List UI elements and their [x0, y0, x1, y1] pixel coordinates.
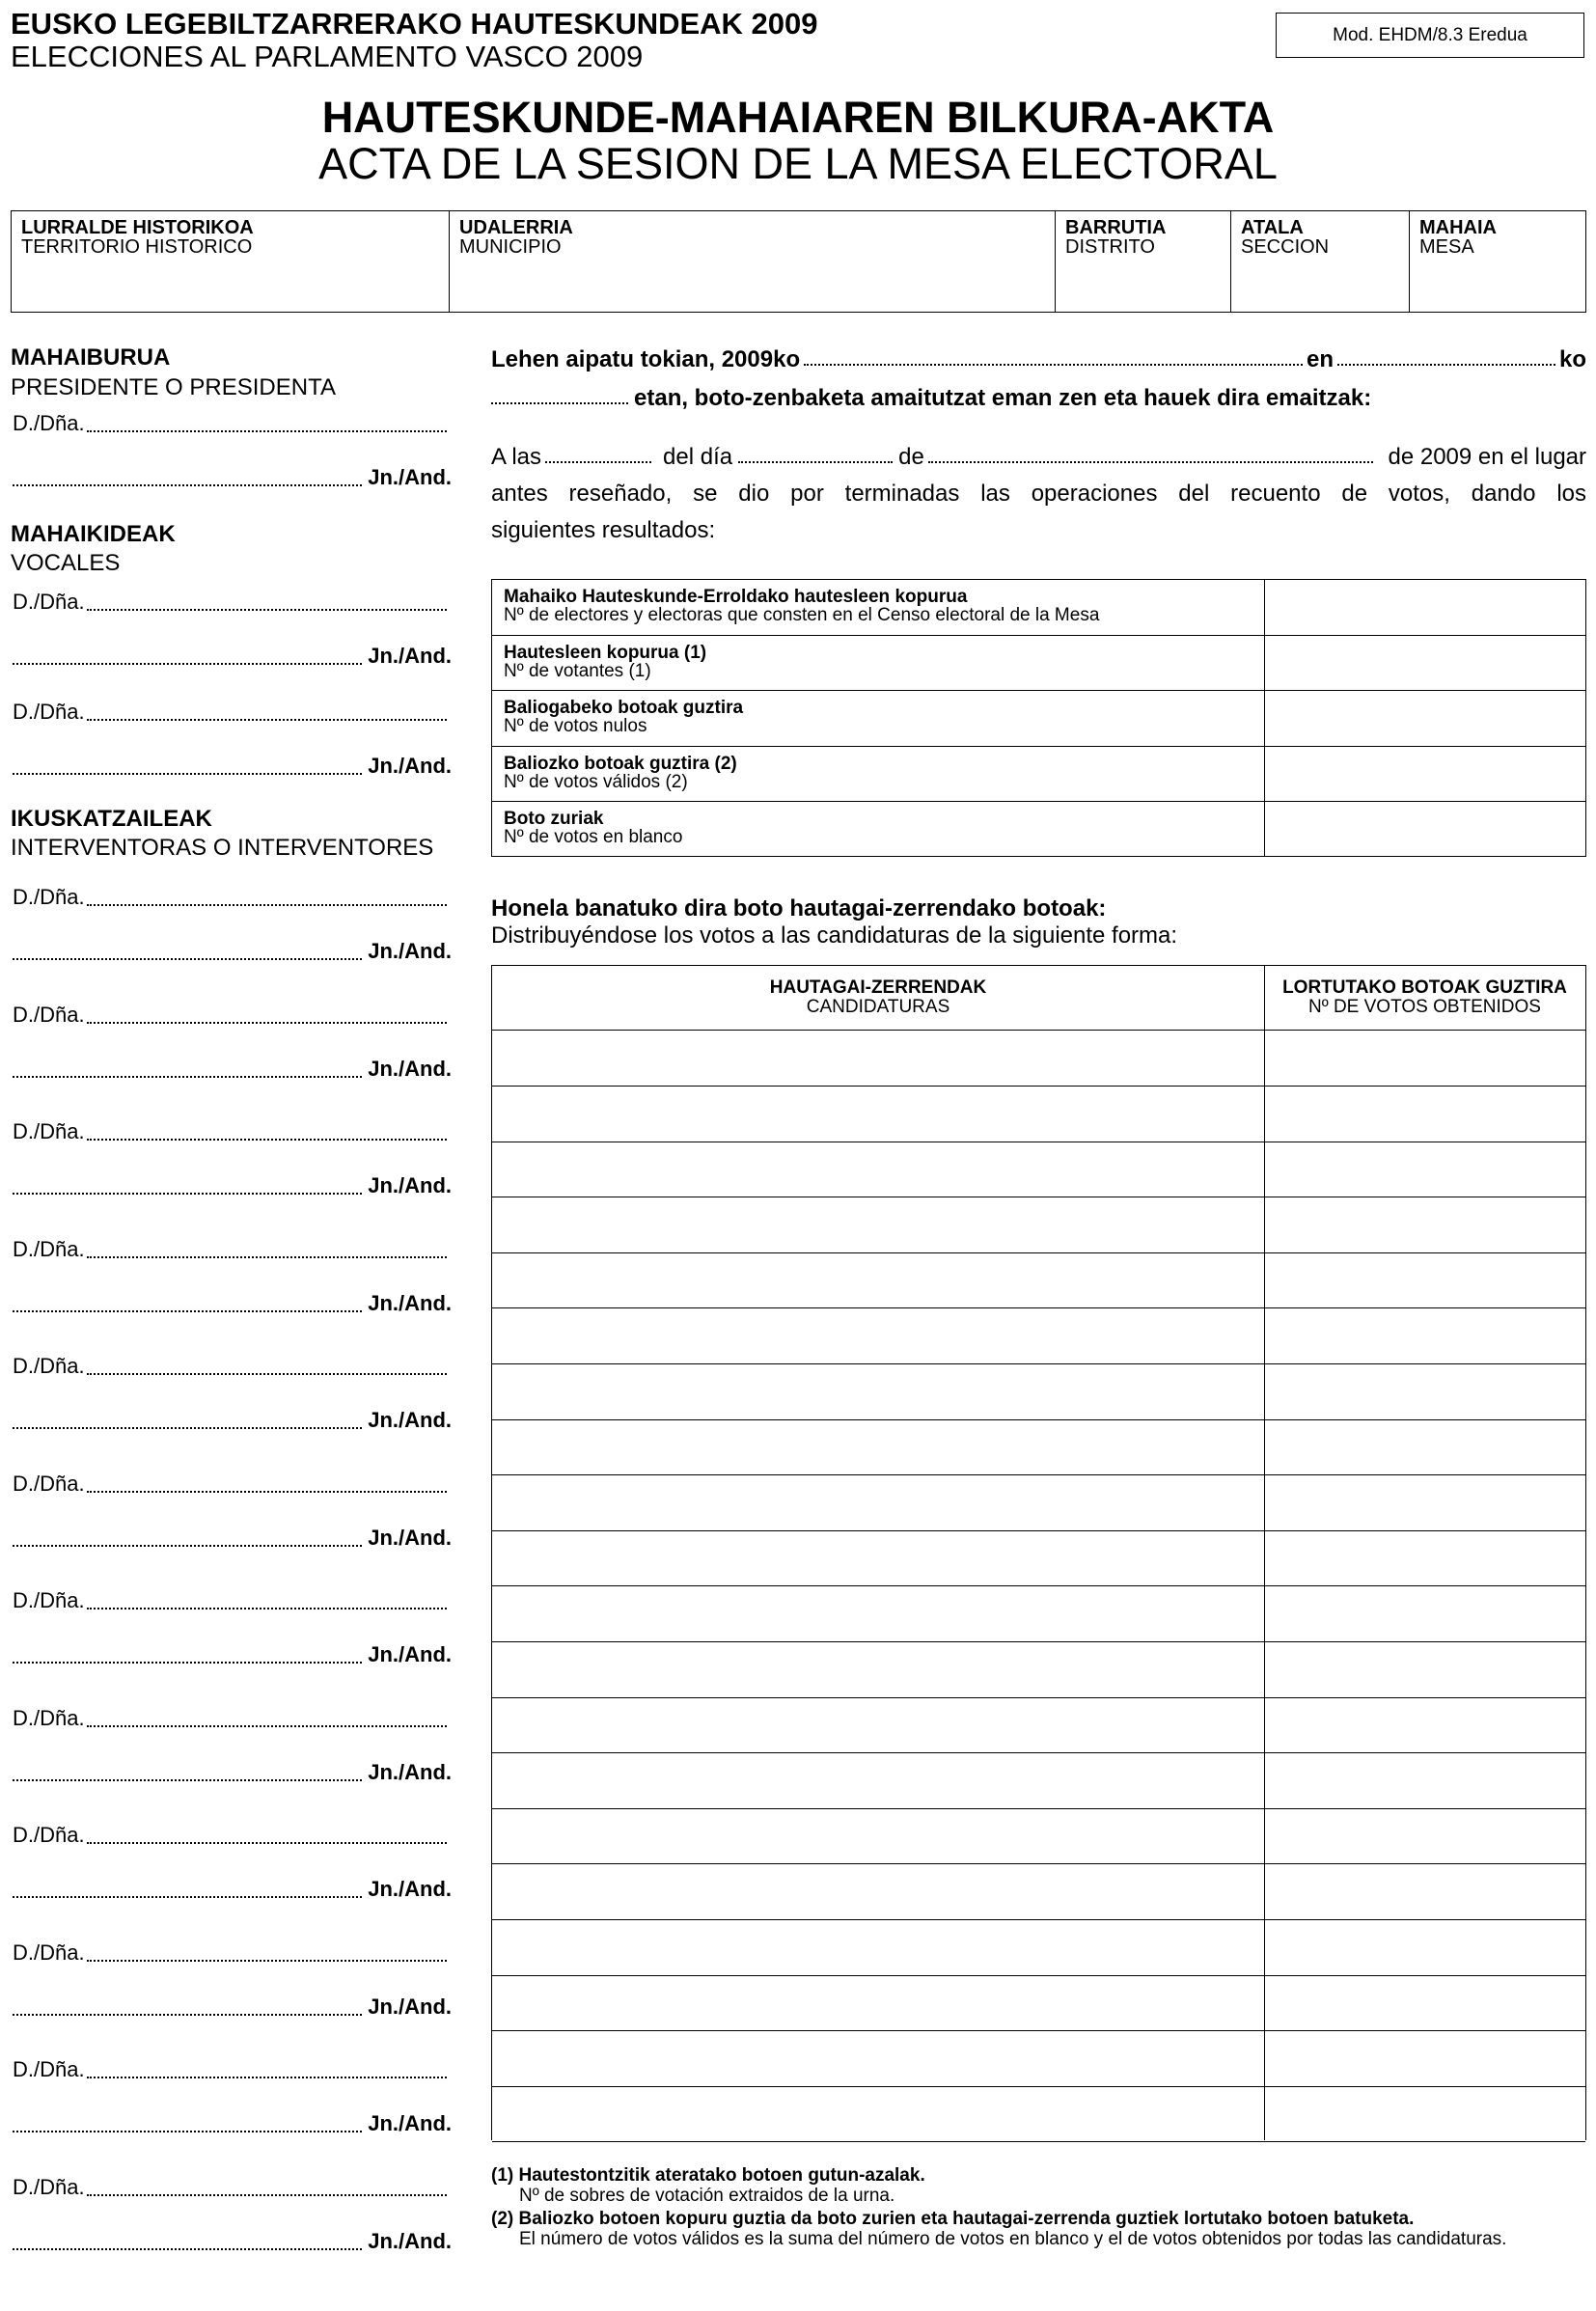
- row-label-es: Nº de votos en blanco: [504, 827, 683, 847]
- name-label: D./Dña.: [13, 590, 85, 614]
- interventor-name-line[interactable]: [13, 1354, 447, 1379]
- results-row-label: [504, 810, 682, 846]
- statement-eu-line2: [491, 384, 1371, 413]
- row-label-es: Nº de votos válidos (2): [504, 771, 688, 792]
- results-row-label: [504, 699, 743, 735]
- name-label: D./Dña.: [13, 1119, 85, 1143]
- interventor-signature-line[interactable]: [13, 1173, 452, 1198]
- president-signature-line[interactable]: [13, 465, 452, 490]
- signature-label: Jn./And.: [368, 1994, 452, 2019]
- statement-text: en: [1306, 346, 1334, 372]
- vocal-signature-line[interactable]: [13, 644, 452, 669]
- footnote-1-es: Nº de sobres de votación extraidos de la urna.: [519, 2186, 895, 2206]
- name-label: D./Dña.: [13, 1588, 85, 1612]
- location-box: [11, 210, 1586, 313]
- signature-label: Jn./And.: [368, 465, 452, 489]
- interventor-signature-line[interactable]: [13, 1877, 452, 1902]
- field-territory[interactable]: [12, 211, 450, 312]
- document-title-eu: HAUTESKUNDE-MAHAIAREN BILKURA-AKTA: [321, 93, 1275, 142]
- footnote-2: (2) Baliozko botoen kopuru guztia da boto zurien eta hautagai-zerrenda guztiek lortutako botoen batuketa.: [491, 2209, 1415, 2229]
- candidate-row[interactable]: [492, 1697, 1585, 1753]
- model-code: Mod. EHDM/8.3 Eredua: [1333, 24, 1527, 45]
- footnote-2-es: El número de votos válidos es la suma del número de votos en blanco y el de votos obtenidos por todas las candidaturas.: [519, 2229, 1507, 2249]
- candidate-row[interactable]: [492, 1364, 1585, 1420]
- results-row[interactable]: [492, 580, 1585, 636]
- name-label: D./Dña.: [13, 2057, 85, 2081]
- interventor-name-line[interactable]: [13, 1472, 447, 1497]
- candidate-row[interactable]: [492, 1475, 1585, 1531]
- field-label-eu: ATALA: [1241, 217, 1304, 238]
- president-heading-eu: MAHAIBURUA: [11, 344, 171, 371]
- candidate-row[interactable]: [492, 1586, 1585, 1642]
- vocal-signature-line[interactable]: [13, 754, 452, 779]
- signature-label: Jn./And.: [368, 1408, 452, 1432]
- president-heading-es: PRESIDENTE O PRESIDENTA: [11, 374, 336, 400]
- field-district[interactable]: [1056, 211, 1231, 312]
- field-label-es: MESA: [1419, 236, 1474, 258]
- signature-label: Jn./And.: [368, 1290, 452, 1315]
- statement-text: de: [898, 444, 924, 470]
- candidate-row[interactable]: [492, 1308, 1585, 1364]
- vocales-heading-es: VOCALES: [11, 550, 121, 576]
- month-fill[interactable]: [928, 461, 1373, 463]
- row-label-es: Nº de electores y electoras que consten en el Censo electoral de la Mesa: [504, 605, 1100, 625]
- candidates-table-header: [492, 966, 1585, 1031]
- candidates-intro-eu: Honela banatuko dira boto hautagai-zerrendako botoak:: [491, 895, 1107, 922]
- candidate-row[interactable]: [492, 2086, 1585, 2142]
- interventor-name-line[interactable]: [13, 885, 447, 910]
- field-label-eu: LURRALDE HISTORIKOA: [21, 217, 254, 238]
- vocal-name-line[interactable]: [13, 700, 447, 725]
- statement-text: de 2009 en el lugar: [1388, 444, 1586, 470]
- candidate-row[interactable]: [492, 1419, 1585, 1475]
- signature-label: Jn./And.: [368, 644, 452, 668]
- interventor-signature-line[interactable]: [13, 1408, 452, 1433]
- statement-eu-line1: [491, 345, 1586, 374]
- interventor-signature-line[interactable]: [13, 1995, 452, 2020]
- field-label-eu: UDALERRIA: [459, 217, 573, 238]
- candidate-row[interactable]: [492, 1975, 1585, 2031]
- results-table: [491, 579, 1586, 857]
- statement-es-line1: [491, 443, 1586, 472]
- row-label-es: Nº de votos nulos: [504, 716, 647, 736]
- field-label-es: TERRITORIO HISTORICO: [21, 236, 253, 258]
- results-row[interactable]: [492, 747, 1585, 803]
- statement-text: A las: [491, 444, 542, 470]
- results-row-label: [504, 755, 737, 791]
- signature-label: Jn./And.: [368, 1173, 452, 1197]
- interventores-heading-es: INTERVENTORAS O INTERVENTORES: [11, 835, 434, 861]
- interventores-heading-eu: IKUSKATZAILEAK: [11, 806, 212, 832]
- election-title-es: ELECCIONES AL PARLAMENTO VASCO 2009: [11, 40, 644, 73]
- statement-text: ko: [1558, 346, 1586, 372]
- signature-label: Jn./And.: [368, 2111, 452, 2135]
- document-title-es: ACTA DE LA SESION DE LA MESA ELECTORAL: [318, 139, 1278, 188]
- signature-label: Jn./And.: [368, 754, 452, 778]
- column-label-eu: HAUTAGAI-ZERRENDAK: [769, 977, 987, 998]
- name-label: D./Dña.: [13, 1471, 85, 1496]
- name-label: D./Dña.: [13, 1705, 85, 1730]
- candidate-row[interactable]: [492, 1864, 1585, 1920]
- name-label: D./Dña.: [13, 1236, 85, 1261]
- statement-text: etan, boto-zenbaketa amaitutzat eman zen eta hauek dira emaitzak:: [634, 385, 1372, 411]
- field-table[interactable]: [1410, 211, 1585, 312]
- interventor-signature-line[interactable]: [13, 1760, 452, 1785]
- interventor-signature-line[interactable]: [13, 939, 452, 964]
- name-label: D./Dña.: [13, 1354, 85, 1378]
- column-label-es: CANDIDATURAS: [806, 997, 950, 1017]
- field-label-es: SECCION: [1241, 236, 1330, 258]
- signature-label: Jn./And.: [368, 1642, 452, 1666]
- candidate-row[interactable]: [492, 2031, 1585, 2087]
- candidates-column-header: [492, 978, 1264, 1017]
- row-label-es: Nº de votantes (1): [504, 660, 651, 681]
- time-fill[interactable]: [491, 402, 628, 404]
- interventor-name-line[interactable]: [13, 1003, 447, 1028]
- signature-label: Jn./And.: [368, 1525, 452, 1550]
- interventor-name-line[interactable]: [13, 1237, 447, 1262]
- column-label-es: Nº DE VOTOS OBTENIDOS: [1308, 997, 1541, 1017]
- vocales-heading-eu: MAHAIKIDEAK: [11, 521, 176, 547]
- candidate-row[interactable]: [492, 1920, 1585, 1976]
- time-fill[interactable]: [545, 461, 651, 463]
- name-label: D./Dña.: [13, 1940, 85, 1965]
- day-fill[interactable]: [738, 461, 893, 463]
- interventor-name-line[interactable]: [13, 1706, 447, 1731]
- interventor-name-line[interactable]: [13, 1940, 447, 1966]
- candidate-row[interactable]: [492, 1087, 1585, 1142]
- interventor-signature-line[interactable]: [13, 2111, 452, 2136]
- candidate-row[interactable]: [492, 1031, 1585, 1087]
- row-label-eu: Boto zuriak: [504, 809, 604, 829]
- results-row[interactable]: [492, 691, 1585, 747]
- interventor-signature-line[interactable]: [13, 1642, 452, 1667]
- name-label: D./Dña.: [13, 1002, 85, 1027]
- vocal-name-line[interactable]: [13, 590, 447, 615]
- field-label-eu: BARRUTIA: [1065, 217, 1167, 238]
- interventor-name-line[interactable]: [13, 1588, 447, 1613]
- column-label-eu: LORTUTAKO BOTOAK GUZTIRA: [1282, 977, 1567, 998]
- results-row-label: [504, 644, 706, 680]
- name-label: D./Dña.: [13, 2174, 85, 2199]
- field-label-es: MUNICIPIO: [459, 236, 562, 258]
- row-label-eu: Baliozko botoak guztira (2): [504, 753, 737, 774]
- name-label: D./Dña.: [13, 1823, 85, 1847]
- statement-es-line2: antes reseñado, se dio por terminadas las operaciones del recuento de votos, dando los: [491, 481, 1586, 507]
- votes-column-header: [1264, 978, 1585, 1017]
- candidate-row[interactable]: [492, 1142, 1585, 1197]
- signature-label: Jn./And.: [368, 1877, 452, 1901]
- candidate-row[interactable]: [492, 1753, 1585, 1809]
- candidate-row[interactable]: [492, 1642, 1585, 1698]
- signature-label: Jn./And.: [368, 2228, 452, 2253]
- election-title-eu: EUSKO LEGEBILTZARRERAKO HAUTESKUNDEAK 2009: [11, 7, 818, 41]
- date-fill[interactable]: [1337, 364, 1555, 366]
- signature-label: Jn./And.: [368, 1759, 452, 1784]
- signature-label: Jn./And.: [368, 1056, 452, 1081]
- row-label-eu: Hautesleen kopurua (1): [504, 642, 707, 663]
- field-section[interactable]: [1231, 211, 1410, 312]
- signature-label: Jn./And.: [368, 939, 452, 963]
- candidate-row[interactable]: [492, 1197, 1585, 1253]
- row-label-eu: Baliogabeko botoak guztira: [504, 698, 744, 718]
- statement-text: del día: [663, 444, 733, 470]
- name-label: D./Dña.: [13, 411, 85, 435]
- field-municipality[interactable]: [450, 211, 1056, 312]
- interventor-name-line[interactable]: [13, 1823, 447, 1848]
- field-label-es: DISTRITO: [1065, 236, 1155, 258]
- interventor-name-line[interactable]: [13, 2175, 447, 2200]
- model-code-box: [1276, 13, 1584, 58]
- footnote-1: (1) Hautestontzitik ateratako botoen gutun-azalak.: [491, 2165, 925, 2186]
- date-fill[interactable]: [804, 364, 1303, 366]
- statement-text: Lehen aipatu tokian, 2009ko: [491, 346, 801, 372]
- candidate-row[interactable]: [492, 1808, 1585, 1864]
- interventor-signature-line[interactable]: [13, 1526, 452, 1551]
- candidates-intro-es: Distribuyéndose los votos a las candidaturas de la siguiente forma:: [491, 922, 1178, 949]
- interventor-signature-line[interactable]: [13, 1057, 452, 1082]
- results-row[interactable]: [492, 636, 1585, 692]
- candidate-row[interactable]: [492, 1252, 1585, 1308]
- statement-es-line3: siguientes resultados:: [491, 517, 716, 543]
- results-row[interactable]: [492, 802, 1585, 858]
- row-label-eu: Mahaiko Hauteskunde-Erroldako hautesleen kopurua: [504, 587, 968, 607]
- president-name-line[interactable]: [13, 411, 447, 436]
- interventor-signature-line[interactable]: [13, 2229, 452, 2254]
- name-label: D./Dña.: [13, 885, 85, 909]
- field-label-eu: MAHAIA: [1419, 217, 1497, 238]
- interventor-name-line[interactable]: [13, 2057, 447, 2082]
- interventor-name-line[interactable]: [13, 1119, 447, 1144]
- candidate-row[interactable]: [492, 1530, 1585, 1586]
- candidates-table: [491, 965, 1586, 2140]
- interventor-signature-line[interactable]: [13, 1291, 452, 1316]
- name-label: D./Dña.: [13, 700, 85, 724]
- results-row-label: [504, 588, 1099, 624]
